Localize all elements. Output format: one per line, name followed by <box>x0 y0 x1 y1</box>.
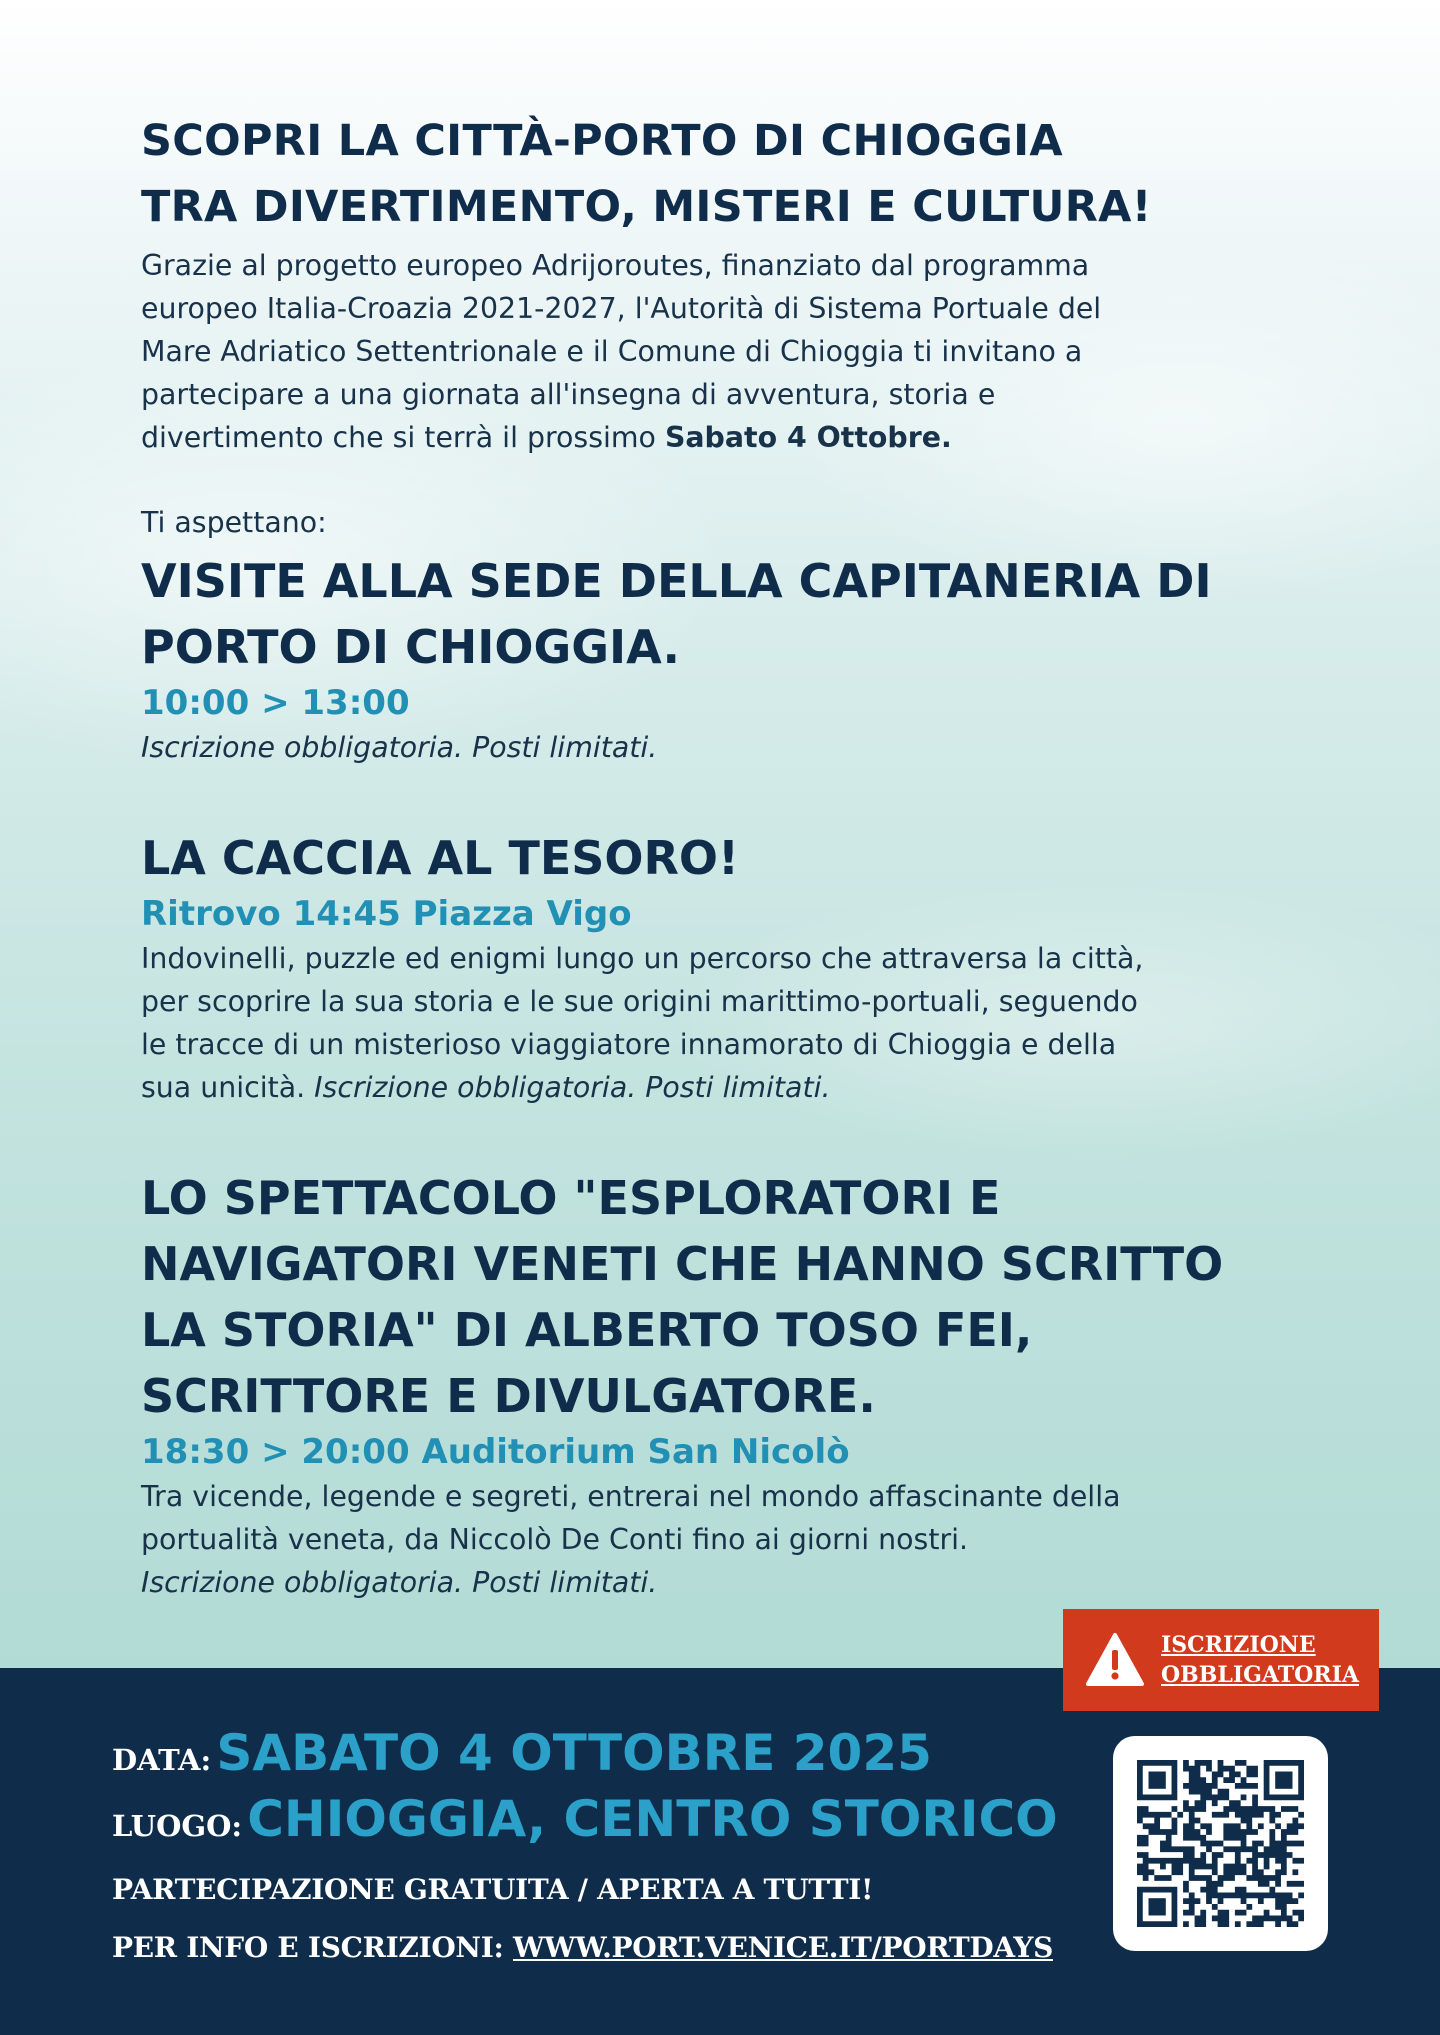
intro-line-4: partecipare a una giornata all'insegna di avventura, storia e <box>141 378 996 411</box>
main-content <box>141 108 1341 1604</box>
await-label: Ti aspettano: <box>141 506 327 539</box>
badge-label-line-1: ISCRIZIONE <box>1161 1632 1316 1658</box>
headline <box>141 108 1341 240</box>
section-capitaneria-visit <box>141 548 1341 769</box>
badge-label-line-2: OBBLIGATORIA <box>1161 1662 1359 1688</box>
section-2-time: Ritrovo 14:45 Piazza Vigo <box>141 894 632 934</box>
date-label: DATA: <box>112 1743 212 1777</box>
section-1-title-line-1: VISITE ALLA SEDE DELLA CAPITANERIA DI <box>141 554 1212 608</box>
intro-line-2: europeo Italia-Croazia 2021-2027, l'Autorità di Sistema Portuale del <box>141 292 1102 325</box>
registration-required-badge[interactable] <box>1063 1609 1379 1711</box>
section-1-time: 10:00 > 13:00 <box>141 683 410 723</box>
website-link[interactable]: WWW.PORT.VENICE.IT/PORTDAYS <box>513 1931 1053 1964</box>
section-2-title: LA CACCIA AL TESORO! <box>141 831 739 885</box>
section-1-note: Iscrizione obbligatoria. Posti limitati. <box>141 731 658 764</box>
section-3-line-2: portualità veneta, da Niccolò De Conti fino ai giorni nostri. <box>141 1523 969 1556</box>
section-show <box>141 1165 1341 1604</box>
intro-paragraph <box>141 244 1291 459</box>
section-2-line-2: per scoprire la sua storia e le sue origini marittimo-portuali, seguendo <box>141 985 1138 1018</box>
intro-line-1: Grazie al progetto europeo Adrijoroutes, finanziato dal programma <box>141 249 1090 282</box>
warning-icon <box>1085 1632 1145 1688</box>
intro-line-3: Mare Adriatico Settentrionale e il Comune di Chioggia ti invitano a <box>141 335 1083 368</box>
place-value: CHIOGGIA, CENTRO STORICO <box>247 1790 1058 1848</box>
section-3-line-1: Tra vicende, legende e segreti, entrerai nel mondo affascinante della <box>141 1480 1121 1513</box>
section-3-title-line-1: LO SPETTACOLO "ESPLORATORI E <box>141 1171 1001 1225</box>
place-label: LUOGO: <box>112 1809 243 1843</box>
free-participation-text: PARTECIPAZIONE GRATUITA / APERTA A TUTTI! <box>112 1873 874 1906</box>
qr-code-icon <box>1137 1760 1304 1927</box>
event-info <box>112 1720 1058 1968</box>
info-label: PER INFO E ISCRIZIONI: <box>112 1931 504 1964</box>
section-2-line-3: le tracce di un misterioso viaggiatore innamorato di Chioggia e della <box>141 1028 1117 1061</box>
section-3-description <box>141 1475 1341 1604</box>
section-2-description <box>141 937 1341 1109</box>
section-1-title <box>141 548 1341 680</box>
qr-code[interactable] <box>1113 1736 1328 1951</box>
section-2-line-4-text: sua unicità. <box>141 1071 315 1104</box>
date-row <box>112 1720 1058 1786</box>
section-3-title <box>141 1165 1341 1429</box>
date-value: SABATO 4 OTTOBRE 2025 <box>216 1724 932 1782</box>
place-row <box>112 1786 1058 1852</box>
section-2-line-4 <box>141 1066 1341 1109</box>
intro-line-5-text: divertimento che si terrà il prossimo <box>141 421 665 454</box>
section-3-title-line-2: NAVIGATORI VENETI CHE HANNO SCRITTO <box>141 1237 1224 1291</box>
section-3-title-line-4: SCRITTORE E DIVULGATORE. <box>141 1369 876 1423</box>
section-treasure-hunt <box>141 825 1341 1109</box>
intro-line-5 <box>141 416 1291 459</box>
headline-line-2: TRA DIVERTIMENTO, MISTERI E CULTURA! <box>141 182 1152 232</box>
info-row <box>112 1928 1058 1968</box>
section-2-line-1: Indovinelli, puzzle ed enigmi lungo un percorso che attraversa la città, <box>141 942 1144 975</box>
section-3-time: 18:30 > 20:00 Auditorium San Nicolò <box>141 1432 850 1472</box>
section-1-title-line-2: PORTO DI CHIOGGIA. <box>141 620 681 674</box>
section-2-note: Iscrizione obbligatoria. Posti limitati. <box>314 1071 831 1104</box>
event-date-inline: Sabato 4 Ottobre. <box>664 421 952 454</box>
section-3-note: Iscrizione obbligatoria. Posti limitati. <box>141 1566 658 1599</box>
headline-line-1: SCOPRI LA CITTÀ-PORTO DI CHIOGGIA <box>141 116 1063 166</box>
section-3-title-line-3: LA STORIA" DI ALBERTO TOSO FEI, <box>141 1303 1033 1357</box>
badge-label <box>1161 1630 1359 1690</box>
